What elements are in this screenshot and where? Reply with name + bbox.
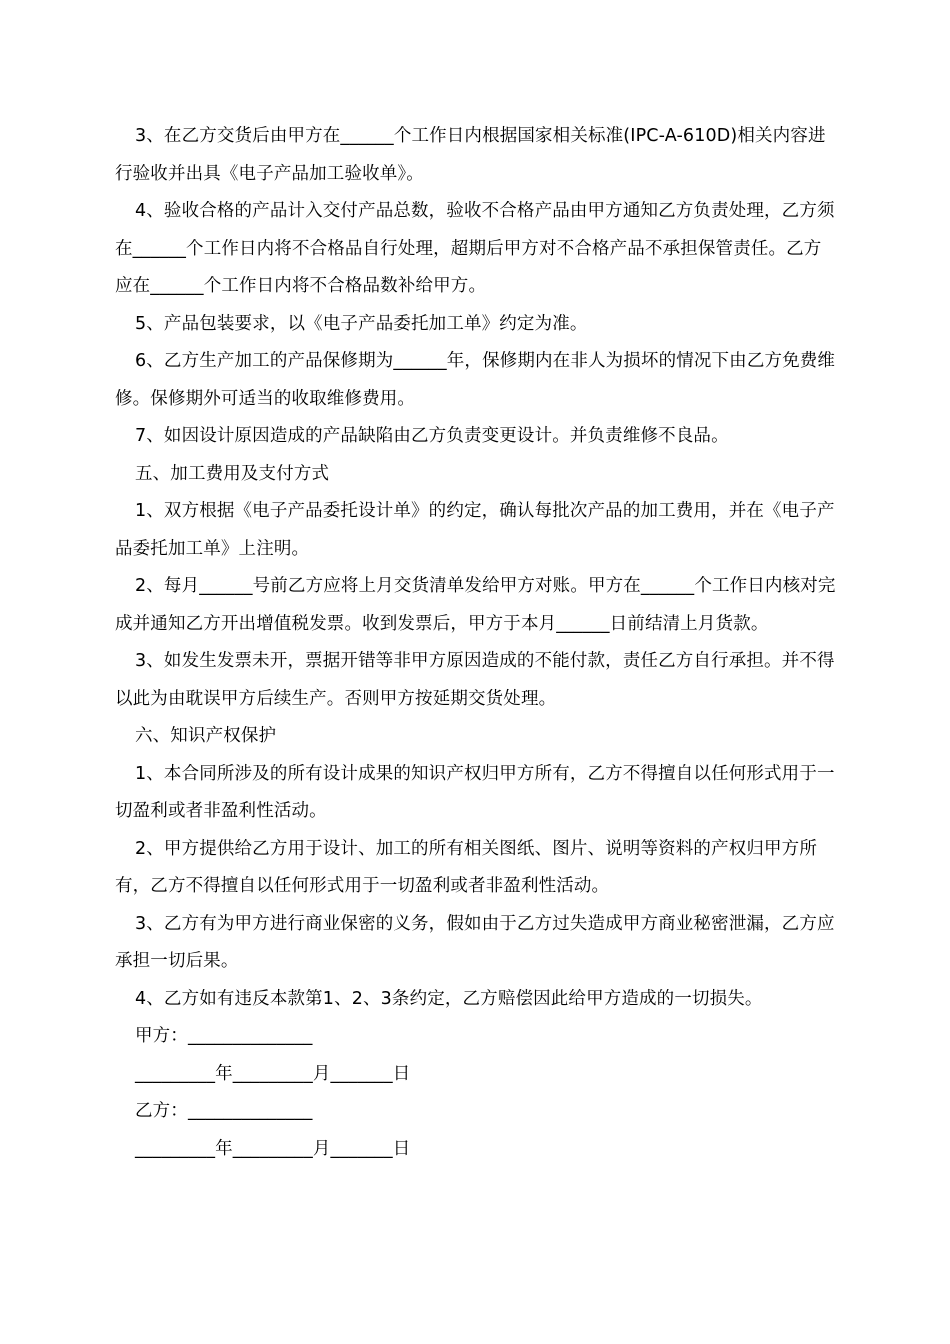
party-b-signature-line: 乙方：______________	[135, 1101, 313, 1121]
clause-4-6-warranty: 6、乙方生产加工的产品保修期为______年，保修期内在非人为损坏的情况下由乙方免费维修。保修期外可适当的收取维修费用。	[115, 351, 836, 409]
party-a-signature-line: 甲方：______________	[135, 1026, 313, 1046]
clause-4-3-acceptance: 3、在乙方交货后由甲方在______个工作日内根据国家相关标准(IPC-A-610D)相关内容进行验收并出具《电子产品加工验收单》。	[115, 126, 826, 184]
clause-4-4-defect-handling: 4、验收合格的产品计入交付产品总数，验收不合格产品由甲方通知乙方负责处理，乙方须在______个工作日内将不合格品自行处理，超期后甲方对不合格产品不承担保管责任。乙方应在______个工作日内将不合格品数补给甲方。	[115, 201, 835, 296]
section-6-heading: 六、知识产权保护	[135, 726, 277, 746]
clause-6-2-materials-ownership: 2、甲方提供给乙方用于设计、加工的所有相关图纸、图片、说明等资料的产权归甲方所有，乙方不得擅自以任何形式用于一切盈利或者非盈利性活动。	[115, 838, 817, 896]
clause-4-7-design-defects: 7、如因设计原因造成的产品缺陷由乙方负责变更设计。并负责维修不良品。	[135, 426, 729, 446]
section-5-heading: 五、加工费用及支付方式	[135, 463, 330, 484]
clause-5-2-billing: 2、每月______号前乙方应将上月交货清单发给甲方对账。甲方在______个工作日内核对完成并通知乙方开出增值税发票。收到发票后，甲方于本月______日前结清上月货款。	[115, 576, 836, 634]
clause-6-1-ip-ownership: 1、本合同所涉及的所有设计成果的知识产权归甲方所有，乙方不得擅自以任何形式用于一切盈利或者非盈利性活动。	[115, 763, 835, 821]
contract-page-body	[115, 118, 837, 1168]
clause-6-3-confidentiality: 3、乙方有为甲方进行商业保密的义务，假如由于乙方过失造成甲方商业秘密泄漏，乙方应承担一切后果。	[115, 913, 835, 971]
clause-5-1-fees: 1、双方根据《电子产品委托设计单》的约定，确认每批次产品的加工费用，并在《电子产品委托加工单》上注明。	[115, 501, 835, 559]
clause-5-3-invoice-issues: 3、如发生发票未开，票据开错等非甲方原因造成的不能付款，责任乙方自行承担。并不得以此为由耽误甲方后续生产。否则甲方按延期交货处理。	[115, 651, 835, 709]
clause-6-4-compensation: 4、乙方如有违反本款第1、2、3条约定，乙方赔偿因此给甲方造成的一切损失。	[135, 988, 763, 1009]
clause-4-5-packaging: 5、产品包装要求，以《电子产品委托加工单》约定为准。	[135, 313, 588, 334]
party-b-date-line: _________年_________月_______日	[135, 1138, 411, 1159]
party-a-date-line: _________年_________月_______日	[135, 1063, 411, 1084]
